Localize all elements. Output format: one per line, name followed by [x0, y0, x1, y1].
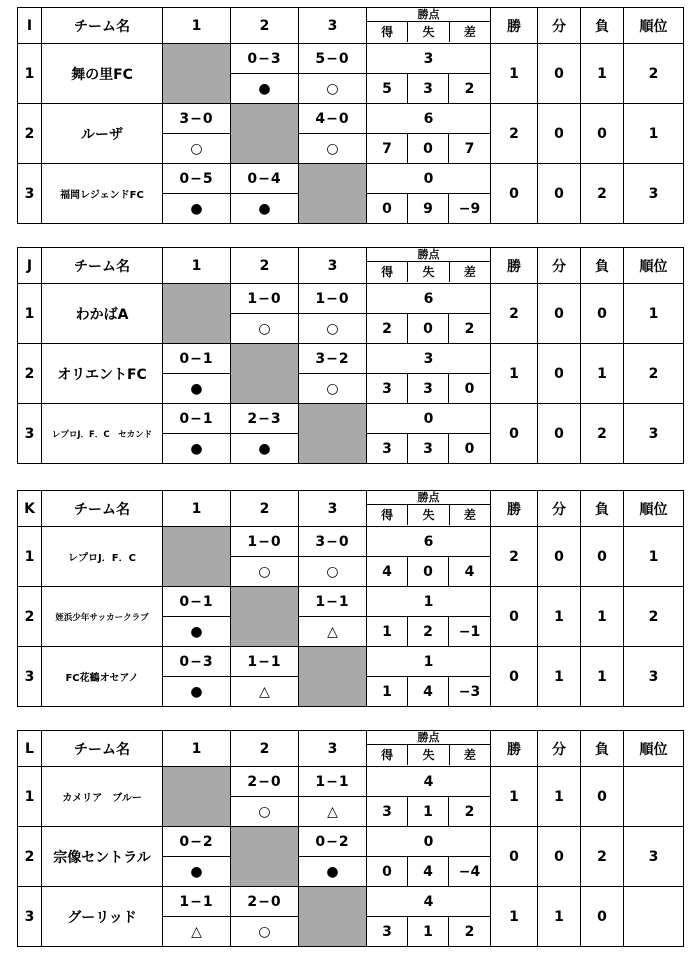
match-score: 1−1 — [231, 647, 299, 677]
team-points: 4 — [367, 767, 491, 797]
rank: 2 — [624, 44, 684, 104]
wins: 2 — [491, 104, 538, 164]
col-3-header: 3 — [299, 248, 367, 284]
self-match-cell — [231, 827, 299, 887]
goals-against: 0 — [408, 557, 449, 587]
header-row — [18, 731, 684, 767]
result-mark: ● — [163, 194, 231, 224]
col-3-header: 3 — [299, 8, 367, 44]
goals-for: 0 — [367, 857, 408, 887]
team-number: 2 — [18, 827, 42, 887]
points-header — [367, 731, 491, 767]
losses: 0 — [581, 104, 624, 164]
team-points: 6 — [367, 104, 491, 134]
rank: 1 — [624, 104, 684, 164]
goal-diff: −4 — [449, 857, 491, 887]
team-row — [18, 827, 684, 857]
goal-diff-header: 差 — [463, 748, 476, 762]
losses: 2 — [581, 164, 624, 224]
rank: 3 — [624, 164, 684, 224]
header-row — [18, 491, 684, 527]
self-match-cell — [231, 344, 299, 404]
result-mark: ● — [163, 677, 231, 707]
draws-header: 分 — [538, 8, 581, 44]
match-score: 3−0 — [163, 104, 231, 134]
match-score: 5−0 — [299, 44, 367, 74]
match-score: 0−1 — [163, 587, 231, 617]
rank-header: 順位 — [624, 491, 684, 527]
wins: 1 — [491, 887, 538, 947]
goals-for: 2 — [367, 314, 408, 344]
match-score: 4−0 — [299, 104, 367, 134]
goals-for: 1 — [367, 677, 408, 707]
points-subheaders — [367, 745, 490, 765]
result-mark: ● — [163, 434, 231, 464]
self-match-cell — [299, 404, 367, 464]
team-number: 2 — [18, 104, 42, 164]
result-mark: ○ — [299, 374, 367, 404]
goals-against: 0 — [408, 134, 449, 164]
rank — [624, 887, 684, 947]
team-name-header: チーム名 — [42, 248, 163, 284]
result-mark: ○ — [163, 134, 231, 164]
group-table-j — [17, 247, 684, 464]
rank: 1 — [624, 527, 684, 587]
wins: 1 — [491, 44, 538, 104]
draws: 0 — [538, 344, 581, 404]
goal-diff: 0 — [449, 374, 491, 404]
team-row — [18, 527, 684, 557]
draws: 1 — [538, 647, 581, 707]
team-number: 3 — [18, 164, 42, 224]
result-mark: ● — [163, 374, 231, 404]
result-mark: ○ — [231, 314, 299, 344]
goals-for: 3 — [367, 917, 408, 947]
goals-against: 0 — [408, 314, 449, 344]
rank: 2 — [624, 587, 684, 647]
group-letter: K — [18, 491, 42, 527]
wins-header: 勝 — [491, 248, 538, 284]
team-name: カメリア ブルー — [42, 767, 163, 827]
team-name: オリエントFC — [42, 344, 163, 404]
wins: 1 — [491, 344, 538, 404]
result-mark: △ — [163, 917, 231, 947]
result-mark: ○ — [299, 134, 367, 164]
result-mark: ○ — [299, 557, 367, 587]
draws: 0 — [538, 827, 581, 887]
goals-for-header: 得 — [367, 262, 408, 282]
self-match-cell — [163, 284, 231, 344]
team-name: グーリッド — [42, 887, 163, 947]
col-3-header: 3 — [299, 731, 367, 767]
wins-header: 勝 — [491, 731, 538, 767]
result-mark: ○ — [299, 314, 367, 344]
draws: 0 — [538, 44, 581, 104]
points-header — [367, 248, 491, 284]
team-number: 1 — [18, 44, 42, 104]
team-name-header: チーム名 — [42, 8, 163, 44]
draws: 1 — [538, 767, 581, 827]
losses-header: 負 — [581, 491, 624, 527]
result-mark: ● — [163, 617, 231, 647]
goals-against: 2 — [408, 617, 449, 647]
goal-diff: 4 — [449, 557, 491, 587]
goals-against: 4 — [408, 857, 449, 887]
team-name: レプロJ．F．C セカンド — [42, 404, 163, 464]
self-match-cell — [231, 587, 299, 647]
goals-for: 1 — [367, 617, 408, 647]
match-score: 0−1 — [163, 404, 231, 434]
goal-diff: 7 — [449, 134, 491, 164]
match-score: 1−0 — [231, 527, 299, 557]
result-mark: ○ — [299, 74, 367, 104]
draws: 1 — [538, 587, 581, 647]
rank — [624, 767, 684, 827]
losses: 1 — [581, 587, 624, 647]
team-row — [18, 404, 684, 434]
goals-for: 5 — [367, 74, 408, 104]
team-name: 福岡レジェンドFC — [42, 164, 163, 224]
points-subheaders — [367, 262, 490, 282]
self-match-cell — [163, 44, 231, 104]
rank: 3 — [624, 827, 684, 887]
team-points: 6 — [367, 527, 491, 557]
match-score: 0−2 — [163, 827, 231, 857]
goals-against-header: 失 — [408, 505, 449, 525]
goal-diff: −9 — [449, 194, 491, 224]
goals-against: 4 — [408, 677, 449, 707]
rank-header: 順位 — [624, 8, 684, 44]
match-score: 2−3 — [231, 404, 299, 434]
wins: 0 — [491, 164, 538, 224]
team-number: 2 — [18, 344, 42, 404]
wins: 0 — [491, 827, 538, 887]
goals-against: 3 — [408, 374, 449, 404]
team-number: 1 — [18, 284, 42, 344]
group-letter: J — [18, 248, 42, 284]
team-points: 4 — [367, 887, 491, 917]
col-1-header: 1 — [163, 8, 231, 44]
goals-for-header: 得 — [367, 505, 408, 525]
wins: 0 — [491, 404, 538, 464]
wins: 0 — [491, 587, 538, 647]
col-2-header: 2 — [231, 491, 299, 527]
team-points: 3 — [367, 344, 491, 374]
match-score: 1−1 — [299, 587, 367, 617]
match-score: 0−3 — [163, 647, 231, 677]
goal-diff-header: 差 — [463, 508, 476, 522]
draws: 1 — [538, 887, 581, 947]
goals-against: 1 — [408, 797, 449, 827]
rank: 3 — [624, 647, 684, 707]
team-points: 0 — [367, 827, 491, 857]
match-score: 0−1 — [163, 344, 231, 374]
col-1-header: 1 — [163, 491, 231, 527]
team-points: 3 — [367, 44, 491, 74]
goals-against-header: 失 — [408, 22, 449, 42]
match-score: 0−5 — [163, 164, 231, 194]
col-2-header: 2 — [231, 731, 299, 767]
goals-against: 3 — [408, 434, 449, 464]
team-points: 0 — [367, 164, 491, 194]
goal-diff: 0 — [449, 434, 491, 464]
points-header — [367, 8, 491, 44]
draws: 0 — [538, 284, 581, 344]
draws: 0 — [538, 404, 581, 464]
rank-header: 順位 — [624, 248, 684, 284]
match-score: 0−4 — [231, 164, 299, 194]
team-points: 0 — [367, 404, 491, 434]
goals-against: 1 — [408, 917, 449, 947]
draws-header: 分 — [538, 248, 581, 284]
team-points: 1 — [367, 647, 491, 677]
losses: 2 — [581, 827, 624, 887]
self-match-cell — [299, 164, 367, 224]
result-mark: △ — [299, 797, 367, 827]
col-1-header: 1 — [163, 248, 231, 284]
draws: 0 — [538, 104, 581, 164]
match-score: 3−2 — [299, 344, 367, 374]
result-mark: ● — [231, 434, 299, 464]
losses: 0 — [581, 767, 624, 827]
losses: 1 — [581, 647, 624, 707]
goals-against-header: 失 — [408, 262, 449, 282]
losses-header: 負 — [581, 731, 624, 767]
goal-diff: 2 — [449, 314, 491, 344]
match-score: 0−2 — [299, 827, 367, 857]
result-mark: ● — [231, 194, 299, 224]
draws-header: 分 — [538, 731, 581, 767]
losses-header: 負 — [581, 248, 624, 284]
col-2-header: 2 — [231, 248, 299, 284]
result-mark: ○ — [231, 557, 299, 587]
match-score: 1−0 — [231, 284, 299, 314]
team-points: 1 — [367, 587, 491, 617]
result-mark: ● — [231, 74, 299, 104]
team-row — [18, 887, 684, 917]
col-3-header: 3 — [299, 491, 367, 527]
team-name: FC花鶴オセアノ — [42, 647, 163, 707]
losses: 0 — [581, 887, 624, 947]
group-table-k — [17, 490, 684, 707]
goals-against-header: 失 — [408, 745, 449, 765]
team-name: 舞の里FC — [42, 44, 163, 104]
team-row — [18, 587, 684, 617]
result-mark: ○ — [231, 917, 299, 947]
match-score: 1−1 — [299, 767, 367, 797]
goal-diff: −3 — [449, 677, 491, 707]
group-letter: L — [18, 731, 42, 767]
match-score: 2−0 — [231, 887, 299, 917]
team-row — [18, 647, 684, 677]
result-mark: △ — [231, 677, 299, 707]
result-mark: △ — [299, 617, 367, 647]
points-label: 勝点 — [367, 249, 490, 262]
self-match-cell — [163, 527, 231, 587]
header-row — [18, 8, 684, 44]
losses: 1 — [581, 344, 624, 404]
rank-header: 順位 — [624, 731, 684, 767]
match-score: 0−3 — [231, 44, 299, 74]
match-score: 3−0 — [299, 527, 367, 557]
wins: 2 — [491, 527, 538, 587]
header-row — [18, 248, 684, 284]
rank: 3 — [624, 404, 684, 464]
team-row — [18, 767, 684, 797]
group-table-i — [17, 7, 684, 224]
self-match-cell — [163, 767, 231, 827]
wins: 1 — [491, 767, 538, 827]
goal-diff: 2 — [449, 917, 491, 947]
team-name: ルーザ — [42, 104, 163, 164]
goals-for: 3 — [367, 374, 408, 404]
goal-diff: 2 — [449, 74, 491, 104]
points-header — [367, 491, 491, 527]
draws: 0 — [538, 527, 581, 587]
points-label: 勝点 — [367, 732, 490, 745]
team-name-header: チーム名 — [42, 491, 163, 527]
self-match-cell — [299, 647, 367, 707]
losses: 1 — [581, 44, 624, 104]
points-label: 勝点 — [367, 9, 490, 22]
losses: 0 — [581, 284, 624, 344]
match-score: 1−0 — [299, 284, 367, 314]
team-row — [18, 344, 684, 374]
losses: 2 — [581, 404, 624, 464]
col-1-header: 1 — [163, 731, 231, 767]
team-number: 2 — [18, 587, 42, 647]
goals-for: 3 — [367, 434, 408, 464]
goals-against: 9 — [408, 194, 449, 224]
rank: 1 — [624, 284, 684, 344]
match-score: 2−0 — [231, 767, 299, 797]
losses: 0 — [581, 527, 624, 587]
team-number: 1 — [18, 767, 42, 827]
team-name: 姪浜少年サッカークラブ — [42, 587, 163, 647]
team-row — [18, 164, 684, 194]
team-number: 3 — [18, 887, 42, 947]
goal-diff-header: 差 — [463, 265, 476, 279]
wins-header: 勝 — [491, 491, 538, 527]
points-label: 勝点 — [367, 492, 490, 505]
team-row — [18, 284, 684, 314]
goal-diff: 2 — [449, 797, 491, 827]
team-name-header: チーム名 — [42, 731, 163, 767]
goals-for: 4 — [367, 557, 408, 587]
goals-for-header: 得 — [367, 745, 408, 765]
wins: 0 — [491, 647, 538, 707]
draws-header: 分 — [538, 491, 581, 527]
wins: 2 — [491, 284, 538, 344]
team-number: 3 — [18, 647, 42, 707]
match-score: 1−1 — [163, 887, 231, 917]
result-mark: ● — [299, 857, 367, 887]
goals-against: 3 — [408, 74, 449, 104]
group-table-l — [17, 730, 684, 947]
draws: 0 — [538, 164, 581, 224]
col-2-header: 2 — [231, 8, 299, 44]
team-row — [18, 104, 684, 134]
wins-header: 勝 — [491, 8, 538, 44]
goals-for: 7 — [367, 134, 408, 164]
goals-for: 3 — [367, 797, 408, 827]
goal-diff-header: 差 — [463, 25, 476, 39]
team-name: 宗像セントラル — [42, 827, 163, 887]
team-points: 6 — [367, 284, 491, 314]
points-subheaders — [367, 22, 490, 42]
team-number: 3 — [18, 404, 42, 464]
team-name: わかばA — [42, 284, 163, 344]
points-subheaders — [367, 505, 490, 525]
goal-diff: −1 — [449, 617, 491, 647]
goals-for-header: 得 — [367, 22, 408, 42]
group-letter: I — [18, 8, 42, 44]
goals-for: 0 — [367, 194, 408, 224]
team-name: レプロJ．F．C — [42, 527, 163, 587]
result-mark: ● — [163, 857, 231, 887]
losses-header: 負 — [581, 8, 624, 44]
result-mark: ○ — [231, 797, 299, 827]
team-row — [18, 44, 684, 74]
self-match-cell — [299, 887, 367, 947]
self-match-cell — [231, 104, 299, 164]
rank: 2 — [624, 344, 684, 404]
team-number: 1 — [18, 527, 42, 587]
